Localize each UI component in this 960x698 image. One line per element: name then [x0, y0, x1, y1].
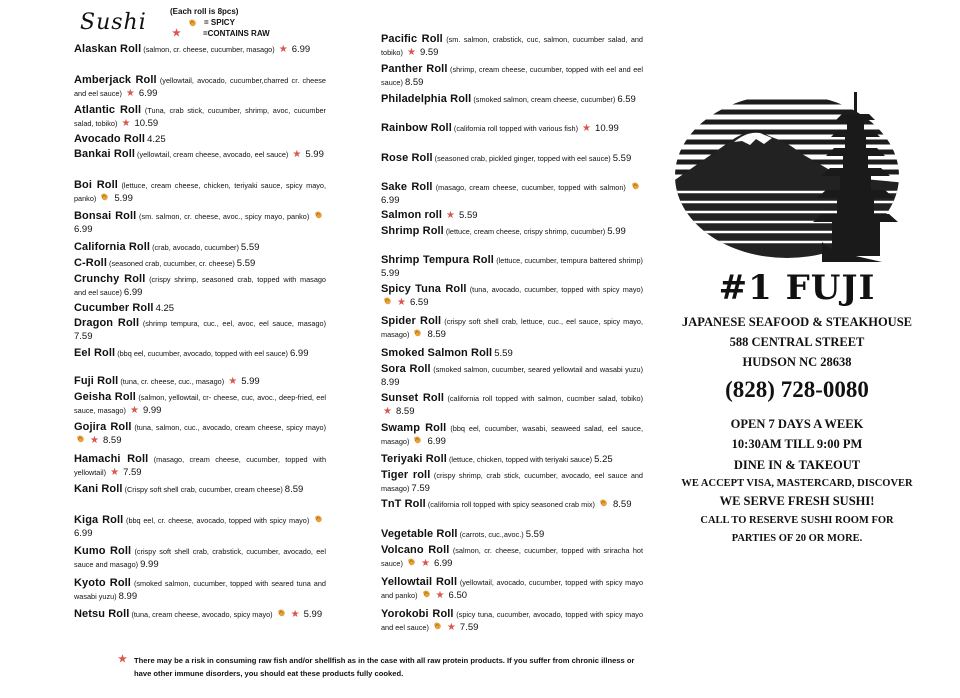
menu-item — [381, 152, 643, 165]
legend — [170, 6, 270, 39]
menu-item-price: 5.99 — [241, 376, 260, 387]
menu-item-description: (crispy shrimp, seasoned crab, topped with masago and eel sauce) — [74, 275, 326, 297]
menu-item-name: Vegetable Roll — [381, 528, 458, 540]
menu-item-price: 5.99 — [303, 609, 323, 620]
menu-item — [381, 315, 643, 341]
menu-item-price: 8.99 — [118, 591, 138, 602]
chili-icon — [631, 181, 641, 190]
menu-item-price: 5.25 — [594, 454, 613, 465]
menu-item-description: (salmon, yellowtail, cr- cheese, cuc, avoc., deep-fried, eel sauce, masago) — [74, 393, 327, 415]
menu-item-name: Cucumber Roll — [74, 302, 154, 314]
hours-time: 10:30AM TILL 9:00 PM — [731, 437, 863, 451]
menu-item-price: 5.59 — [494, 348, 513, 359]
menu-item-price: 9.99 — [142, 405, 162, 416]
menu-item-description: (smoked salmon, cucumber, seared yellowtail and wasabi yuzu) — [433, 365, 644, 374]
chili-icon — [188, 18, 198, 27]
menu-item — [381, 498, 643, 511]
menu-item-description: (yellowtail, cream cheese, avocado, eel sauce) — [137, 150, 289, 159]
menu-item-price: 6.99 — [74, 528, 93, 539]
menu-item-description: (california roll topped with spicy seasoned crab mix) — [427, 500, 595, 509]
menu-item-price: 6.99 — [74, 224, 93, 235]
menu-item-name: Philadelphia Roll — [381, 93, 472, 105]
legend-note: (Each roll is 8pcs) — [170, 7, 239, 16]
menu-item-name: Eel Roll — [74, 347, 116, 359]
menu-item-description: (smoked salmon, cream cheese, cucumber) — [473, 95, 616, 104]
chili-icon — [76, 434, 86, 443]
menu-item-price: 8.59 — [103, 435, 122, 446]
menu-item-name: Sunset Roll — [381, 392, 445, 404]
menu-item-price: 9.59 — [419, 47, 439, 58]
chili-icon — [383, 296, 393, 305]
star-icon: ★ — [446, 210, 455, 221]
menu-item-description: (lettuce, cream cheese, crispy shrimp, cucumber) — [445, 227, 606, 236]
menu-item-description: (lettuce, cream cheese, chicken, teriyaki sauce, spicy mayo, panko) — [74, 181, 326, 203]
menu-item-name: Fuji Roll — [74, 375, 119, 387]
menu-item-description: (crab, avocado, cucumber) — [152, 243, 239, 252]
menu-item-name: Rainbow Roll — [381, 122, 452, 134]
menu-item-price: 4.25 — [147, 134, 166, 145]
menu-item-name: Sake Roll — [381, 181, 433, 193]
star-icon: ★ — [278, 44, 288, 55]
menu-item-price: 5.59 — [459, 210, 478, 221]
menu-item-price: 5.99 — [381, 268, 400, 279]
menu-item-name: Yellowtail Roll — [381, 576, 458, 588]
legend-raw — [170, 28, 270, 39]
menu-item — [74, 148, 326, 161]
chili-icon — [599, 498, 609, 507]
reserve-note-line2: PARTIES OF 20 OR MORE. — [731, 533, 863, 544]
menu-item-name: Kani Roll — [74, 483, 123, 495]
menu-item — [74, 545, 326, 571]
star-icon: ★ — [292, 149, 302, 160]
menu-item — [381, 283, 643, 309]
menu-item — [381, 544, 643, 570]
star-icon: ★ — [435, 590, 445, 601]
address-street: 588 CENTRAL STREET — [729, 335, 865, 349]
star-icon: ★ — [397, 297, 406, 308]
menu-item-price: 8.99 — [381, 377, 400, 388]
star-icon: ★ — [290, 609, 300, 620]
menu-item-name: Panther Roll — [381, 63, 448, 75]
menu-item — [381, 122, 643, 135]
menu-item-description: (salmon, cr. cheese, cucumber, masago) — [143, 45, 275, 54]
menu-item-description: (shrimp tempura, cuc., eel, avoc, eel sauce, masago) — [142, 319, 327, 328]
star-icon: ★ — [446, 622, 456, 633]
menu-item-price: 8.59 — [612, 499, 632, 510]
menu-item — [74, 608, 326, 621]
menu-item-description: (seasoned crab, pickled ginger, topped with eel sauce) — [434, 154, 611, 163]
chili-icon — [413, 328, 423, 337]
menu-item-description: (bbq eel, cucumber, avocado, topped with eel sauce) — [117, 349, 288, 358]
menu-item-price: 6.59 — [617, 94, 636, 105]
address-city: HUDSON NC 28638 — [742, 355, 852, 369]
menu-item-name: Bankai Roll — [74, 148, 136, 160]
menu-item-name: Kumo Roll — [74, 545, 132, 557]
star-icon: ★ — [383, 406, 392, 417]
menu-item — [381, 453, 643, 466]
menu-item-name: Netsu Roll — [74, 608, 130, 620]
menu-item — [74, 514, 326, 540]
star-icon: ★ — [118, 654, 127, 665]
menu-item-name: Kyoto Roll — [74, 577, 131, 589]
menu-item-name: Spider Roll — [381, 315, 442, 327]
chili-icon — [407, 557, 417, 566]
menu-item-price: 6.59 — [410, 297, 429, 308]
chili-icon — [314, 210, 324, 219]
menu-item-name: Spicy Tuna Roll — [381, 283, 467, 295]
menu-item-description: (crispy shrimp, crab stick, cucumber, avocado, eel sauce and masago) — [381, 471, 643, 493]
menu-item-price: 8.59 — [404, 77, 424, 88]
menu-item — [381, 225, 643, 238]
menu-item — [74, 74, 326, 100]
menu-item-name: Teriyaki Roll — [381, 453, 447, 465]
menu-item — [381, 608, 643, 634]
menu-item-price: 5.99 — [607, 226, 626, 237]
menu-item-name: Volcano Roll — [381, 544, 450, 556]
reserve-note-line1: CALL TO RESERVE SUSHI ROOM FOR — [700, 515, 894, 526]
menu-item — [381, 528, 643, 541]
chili-icon — [277, 608, 287, 617]
menu-item-name: Gojira Roll — [74, 421, 132, 433]
chili-icon — [422, 589, 432, 598]
menu-item-description: (bbq eel, cucumber, wasabi, seaweed salad, eel sauce, masago) — [381, 424, 644, 446]
star-icon: ★ — [125, 88, 135, 99]
menu-item-price: 6.99 — [123, 287, 143, 298]
menu-item — [74, 375, 326, 388]
star-icon: ★ — [406, 47, 416, 58]
phone-number[interactable]: (828) 728-0080 — [725, 377, 869, 402]
menu-item-name: Shrimp Tempura Roll — [381, 254, 494, 266]
menu-item-price: 6.99 — [290, 348, 309, 359]
menu-item-description: (california roll topped with various fish) — [453, 124, 579, 133]
menu-item — [74, 347, 326, 360]
fresh-sushi-note: WE SERVE FRESH SUSHI! — [719, 494, 875, 508]
menu-item — [381, 93, 643, 106]
legend-raw-label: =CONTAINS RAW — [202, 29, 270, 38]
menu-item-name: Swamp Roll — [381, 422, 447, 434]
menu-item — [74, 302, 326, 315]
menu-item-name: Atlantic Roll — [74, 104, 142, 116]
menu-item-price: 7.59 — [411, 483, 430, 494]
menu-item — [381, 576, 643, 602]
menu-item — [381, 469, 643, 495]
menu-item-description: (lettuce, chicken, topped with teriyaki sauce) — [448, 455, 593, 464]
menu-item-description: (spicy tuna, cucumber, avocado, topped with spicy mayo and eel sauce) — [381, 610, 644, 632]
menu-item-name: Hamachi Roll — [74, 453, 149, 465]
menu-item — [381, 209, 643, 222]
legend-spicy — [170, 17, 270, 28]
menu-item — [74, 133, 326, 146]
menu-item-description: (carrots, cuc.,avoc.) — [459, 530, 524, 539]
menu-item-price: 6.50 — [448, 590, 468, 601]
menu-item-price: 5.59 — [236, 258, 256, 269]
menu-item-price: 8.59 — [427, 329, 446, 340]
menu-item-price: 4.25 — [155, 303, 175, 314]
menu-item-name: Crunchy Roll — [74, 273, 146, 285]
menu-item-price: 6.99 — [291, 44, 311, 55]
star-icon: ★ — [110, 467, 120, 478]
menu-item-name: Shrimp Roll — [381, 225, 444, 237]
menu-item-name: Amberjack Roll — [74, 74, 157, 86]
menu-item-description: (crispy soft shell crab, crabstick, cucumber, avocado, eel sauce and masago) — [74, 547, 326, 569]
menu-item-price: 9.99 — [140, 559, 159, 570]
menu-item-name: Tiger roll — [381, 469, 431, 481]
menu-item — [74, 483, 326, 496]
chili-icon — [314, 514, 324, 523]
menu-item — [381, 63, 643, 89]
menu-item-name: Salmon roll — [381, 209, 442, 221]
menu-item-name: Yorokobi Roll — [381, 608, 454, 620]
raw-fish-disclaimer — [116, 654, 636, 680]
menu-item — [74, 273, 326, 299]
menu-item-name: Dragon Roll — [74, 317, 140, 329]
menu-item-name: Pacific Roll — [381, 33, 443, 45]
star-icon: ★ — [172, 28, 181, 39]
menu-item-description: (masago, cream cheese, cucumber, topped with yellowtail) — [74, 455, 326, 477]
menu-item-name: California Roll — [74, 241, 151, 253]
menu-item-price: 5.59 — [525, 529, 545, 540]
menu-item-name: Rose Roll — [381, 152, 433, 164]
menu-item — [74, 577, 326, 603]
disclaimer-text: There may be a risk in consuming raw fish and/or shellfish as in the case with all raw protein products. If you suffer from chronic illness or have other immune disorders, you should eat these products fully cooked. — [134, 656, 635, 678]
menu-item-price: 6.99 — [427, 436, 446, 447]
restaurant-tagline: JAPANESE SEAFOOD & STEAKHOUSE — [681, 315, 913, 329]
menu-item-description: (shrimp, cream cheese, cucumber, topped with eel and eel sauce) — [381, 65, 643, 87]
menu-item-name: Boi Roll — [74, 179, 118, 191]
payment-methods: WE ACCEPT VISA, MASTERCARD, DISCOVER — [681, 478, 913, 489]
menu-item-price: 6.99 — [381, 195, 400, 206]
star-icon: ★ — [228, 376, 238, 387]
legend-spicy-label: = SPICY — [204, 18, 235, 27]
menu-item-description: (Crispy soft shell crab, cucumber, cream cheese) — [124, 485, 283, 494]
menu-item-name: Sora Roll — [381, 363, 431, 375]
menu-item-name: C-Roll — [74, 257, 107, 269]
star-icon: ★ — [121, 118, 131, 129]
menu-item — [381, 254, 643, 280]
menu-item-description: (yellowtail, avocado, cucumber, topped with spicy mayo and panko) — [381, 578, 644, 600]
menu-item — [74, 391, 326, 417]
menu-item — [381, 363, 643, 389]
menu-item — [74, 453, 326, 479]
menu-item-name: Kiga Roll — [74, 514, 124, 526]
menu-item-name: Alaskan Roll — [74, 43, 142, 55]
menu-item-name: Bonsai Roll — [74, 210, 137, 222]
menu-item — [74, 257, 326, 270]
menu-item-price: 8.59 — [284, 484, 304, 495]
menu-item-price: 5.59 — [240, 242, 260, 253]
menu-item-description: (masago, cream cheese, cucumber, topped with salmon) — [435, 183, 626, 192]
menu-item-price: 10.99 — [595, 123, 619, 134]
menu-item-description: (sm. salmon, crabstick, cuc, salmon, cucumber salad, and tobiko) — [381, 35, 643, 57]
menu-item-description: (Tuna, crab stick, cucumber, shrimp, avoc, cucumber salad, tobiko) — [74, 106, 326, 128]
dine-in-takeout: DINE IN & TAKEOUT — [733, 458, 861, 472]
menu-item — [381, 392, 643, 418]
menu-item-description: (tuna, avocado, cucumber, topped with spicy mayo) — [469, 285, 644, 294]
menu-item-description: (lettuce, cucumber, tempura battered shrimp) — [496, 256, 643, 265]
menu-item-price: 7.59 — [74, 331, 93, 342]
chili-icon — [100, 192, 110, 201]
menu-item-name: Avocado Roll — [74, 133, 146, 145]
menu-item — [381, 33, 643, 59]
menu-item — [381, 422, 643, 448]
menu-item-description: (seasoned crab, cucumber, cr. cheese) — [109, 259, 235, 268]
menu-item-price: 6.99 — [138, 88, 158, 99]
menu-item-description: (crispy soft shell crab, lettuce, cuc., eel sauce, spicy mayo, masago) — [381, 317, 644, 339]
menu-item-price: 10.59 — [134, 118, 159, 129]
menu-item-name: Smoked Salmon Roll — [381, 347, 493, 359]
menu-title: Sushi — [80, 10, 147, 35]
menu-item — [381, 347, 643, 360]
menu-item — [74, 210, 326, 236]
menu-item-price: 5.99 — [305, 149, 324, 160]
star-icon: ★ — [582, 123, 592, 134]
menu-item-price: 5.99 — [114, 193, 133, 204]
menu-item — [74, 241, 326, 254]
star-icon: ★ — [90, 435, 99, 446]
menu-item-price: 5.59 — [612, 153, 632, 164]
star-icon: ★ — [129, 405, 139, 416]
menu-item — [74, 179, 326, 205]
hours-days: OPEN 7 DAYS A WEEK — [730, 417, 864, 431]
menu-item-description: (sm. salmon, cr. cheese, avoc., spicy mayo, panko) — [139, 212, 310, 221]
menu-item-price: 6.99 — [433, 558, 453, 569]
menu-item-name: Geisha Roll — [74, 391, 136, 403]
menu-item — [74, 43, 326, 56]
restaurant-name: #1 FUJI — [718, 268, 876, 308]
menu-item-name: TnT Roll — [381, 498, 426, 510]
menu-item — [381, 181, 643, 207]
menu-item — [74, 104, 326, 130]
menu-item-price: 8.59 — [396, 406, 415, 417]
mount-fuji-pagoda-logo — [672, 92, 918, 264]
menu-item-description: (smoked salmon, cucumber, topped with seared tuna and wasabi yuzu) — [74, 579, 326, 601]
star-icon: ★ — [420, 558, 430, 569]
menu-item-description: (bbq eel, cr. cheese, avocado, topped with spicy mayo) — [126, 516, 310, 525]
chili-icon — [413, 435, 423, 444]
menu-item-description: (california roll topped with salmon, cucmber salad, tobiko) — [447, 394, 644, 403]
menu-item-description: (tuna, cr. cheese, cuc., masago) — [120, 377, 225, 386]
menu-item-description: (tuna, cream cheese, avocado, spicy mayo) — [131, 610, 273, 619]
chili-icon — [433, 621, 443, 630]
menu-item — [74, 317, 326, 343]
menu-item-price: 7.59 — [459, 622, 479, 633]
menu-item-description: (salmon, cr. cheese, cucumber, topped with sriracha hot sauce) — [381, 546, 643, 568]
menu-item-description: (tuna, salmon, cuc., avocado, cream cheese, spicy mayo) — [134, 423, 327, 432]
menu-item-description: (yellowtail, avocado, cucumber,charred cr. cheese and eel sauce) — [74, 76, 326, 98]
menu-item-price: 7.59 — [123, 467, 142, 478]
menu-item — [74, 421, 326, 447]
